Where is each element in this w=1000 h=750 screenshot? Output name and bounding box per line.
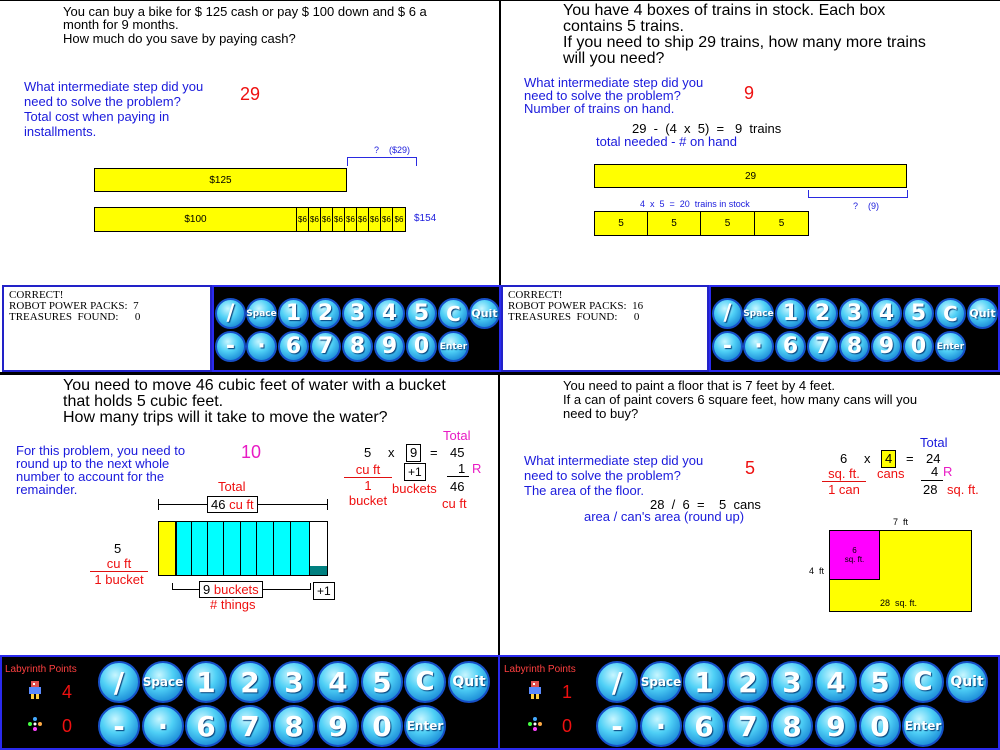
- eq-rate: 5: [364, 445, 372, 460]
- key-4[interactable]: 4: [317, 661, 359, 703]
- labyrinth-keypad-panel: [0, 655, 500, 750]
- question-line: will you need?: [563, 50, 665, 67]
- total-needed-label: 29: [744, 170, 757, 182]
- status-treasures: TREASURES FOUND: 0: [508, 311, 640, 323]
- division-equation: 28 / 6 = 5 cans: [650, 497, 761, 512]
- question-line: need to buy?: [563, 406, 639, 421]
- minus-key[interactable]: -: [98, 705, 140, 747]
- prompt-line: need to solve the problem?: [524, 88, 681, 103]
- installment-cell: $6: [344, 207, 357, 232]
- cuft-label: cu ft: [442, 496, 467, 511]
- enter-key[interactable]: Enter: [902, 705, 944, 747]
- difference-label: ? (9): [853, 201, 880, 211]
- bucket-divider: [240, 521, 241, 576]
- installment-cell: $6: [308, 207, 321, 232]
- robot-icon: [528, 681, 542, 699]
- width-label: 7 ft: [893, 517, 909, 527]
- rate-fraction: cu ft 1 bucket: [344, 462, 392, 508]
- difference-bracket: [808, 190, 908, 198]
- bucket-divider: [273, 521, 274, 576]
- things-label: # things: [210, 597, 256, 612]
- slash-key[interactable]: /: [712, 298, 743, 329]
- key-2[interactable]: 2: [727, 661, 769, 703]
- question-line: You need to paint a floor that is 7 feet by 4 feet.: [563, 378, 835, 393]
- installment-total-label: $154: [414, 213, 437, 224]
- prompt-line: Number of trains on hand.: [524, 101, 675, 116]
- eq-rate: 6: [840, 451, 848, 466]
- top-border: [0, 0, 1000, 1]
- bracket-tick: [310, 583, 311, 590]
- eq-equals: =: [430, 445, 438, 460]
- clear-key[interactable]: C: [902, 661, 944, 703]
- eq-buckets-box: 9: [406, 444, 421, 462]
- bracket-tick: [172, 583, 173, 590]
- space-key[interactable]: Space: [246, 298, 277, 329]
- eq-product: 24: [926, 451, 941, 466]
- eq-product: 45: [450, 445, 465, 460]
- clear-key[interactable]: C: [404, 661, 446, 703]
- decimal-key[interactable]: ·: [142, 705, 184, 747]
- total-label: Total: [443, 428, 471, 443]
- keypad-panel: [212, 285, 501, 372]
- installment-cell: $6: [380, 207, 393, 232]
- equation-label: total needed - # on hand: [596, 134, 737, 149]
- key-3[interactable]: 3: [342, 298, 373, 329]
- height-label: 4 ft: [809, 566, 825, 576]
- box-cell: 5: [754, 211, 809, 236]
- robot-icon: [28, 681, 42, 699]
- remainder-label: R: [472, 461, 482, 476]
- status-power-packs: ROBOT POWER PACKS: 7: [9, 300, 139, 312]
- quit-key[interactable]: Quit: [967, 298, 998, 329]
- question-line: contains 5 trains.: [563, 18, 684, 35]
- question-line: If a can of paint covers 6 square feet, how many cans will you: [563, 392, 918, 407]
- key-6[interactable]: 6: [278, 331, 309, 362]
- enter-key[interactable]: Enter: [935, 331, 966, 362]
- key-7[interactable]: 7: [727, 705, 769, 747]
- space-key[interactable]: Space: [743, 298, 774, 329]
- prompt-line: installments.: [24, 124, 97, 139]
- installment-cell: $6: [356, 207, 369, 232]
- key-1[interactable]: 1: [683, 661, 725, 703]
- key-1[interactable]: 1: [278, 298, 309, 329]
- bucket-divider: [256, 521, 257, 576]
- key-3[interactable]: 3: [273, 661, 315, 703]
- key-2[interactable]: 2: [310, 298, 341, 329]
- quit-key[interactable]: Quit: [946, 661, 988, 703]
- sum-line: [921, 480, 943, 481]
- division-label: area / can's area (round up): [584, 509, 745, 524]
- treasure-count: 0: [562, 716, 573, 736]
- treasure-count: 0: [62, 716, 73, 736]
- key-6[interactable]: 6: [683, 705, 725, 747]
- key-5[interactable]: 5: [903, 298, 934, 329]
- cash-price-label: $125: [209, 174, 232, 186]
- key-3[interactable]: 3: [839, 298, 870, 329]
- diagram-total-box: 46 cu ft: [207, 496, 258, 513]
- down-payment-label: $100: [184, 214, 207, 225]
- key-7[interactable]: 7: [310, 331, 341, 362]
- prompt-line: What intermediate step did you: [24, 79, 204, 94]
- plus-one-box: +1: [404, 463, 426, 481]
- prompt-line: The area of the floor.: [524, 483, 644, 498]
- key-9[interactable]: 9: [317, 705, 359, 747]
- bracket-tick: [158, 499, 159, 510]
- left-rate-value: 5: [114, 541, 122, 556]
- key-5[interactable]: 5: [859, 661, 901, 703]
- prompt-line: need to solve the problem?: [524, 468, 681, 483]
- eq-equals: =: [906, 451, 914, 466]
- cans-label: cans: [877, 466, 905, 481]
- status-panel: [501, 285, 709, 372]
- installment-cell: $6: [320, 207, 333, 232]
- sum-line: [447, 476, 469, 477]
- robot-count: 4: [62, 682, 73, 702]
- answer-value: 5: [745, 458, 756, 478]
- sum-value: 28: [923, 482, 938, 497]
- question-line: How many trips will it take to move the water?: [63, 409, 388, 426]
- labyrinth-title: Labyrinth Points: [5, 664, 77, 675]
- prompt-line: round up to the next whole: [16, 456, 170, 471]
- eq-times: x: [388, 445, 395, 460]
- buckets-label: buckets: [392, 481, 437, 496]
- prompt-line: remainder.: [16, 482, 78, 497]
- minus-key[interactable]: -: [215, 331, 246, 362]
- key-0[interactable]: 0: [361, 705, 403, 747]
- key-3[interactable]: 3: [771, 661, 813, 703]
- eq-times: x: [864, 451, 871, 466]
- status-panel: [2, 285, 212, 372]
- decimal-key[interactable]: ·: [640, 705, 682, 747]
- question-line: You can buy a bike for $ 125 cash or pay $ 100 down and $ 6 a: [63, 4, 427, 19]
- question-line: How much do you save by paying cash?: [63, 31, 296, 46]
- key-4[interactable]: 4: [815, 661, 857, 703]
- space-key[interactable]: Space: [142, 661, 184, 703]
- key-6[interactable]: 6: [185, 705, 227, 747]
- eq-cans-box: 4: [881, 450, 896, 468]
- key-6[interactable]: 6: [775, 331, 806, 362]
- diagram-total-label: Total: [218, 479, 246, 494]
- prompt-line: What intermediate step did you: [524, 453, 704, 468]
- down-payment-bar: [94, 207, 297, 232]
- question-line: You have 4 boxes of trains in stock. Each box: [563, 2, 886, 19]
- enter-key[interactable]: Enter: [404, 705, 446, 747]
- bucket-divider: [191, 521, 192, 576]
- key-1[interactable]: 1: [775, 298, 806, 329]
- horizontal-divider: [0, 372, 1000, 375]
- can-area-value: 6: [852, 546, 857, 555]
- status-result: CORRECT!: [508, 289, 563, 301]
- labyrinth-title: Labyrinth Points: [504, 664, 576, 675]
- prompt-line: need to solve the problem?: [24, 94, 181, 109]
- installment-cell: $6: [296, 207, 309, 232]
- answer-value: 9: [744, 83, 755, 103]
- key-8[interactable]: 8: [273, 705, 315, 747]
- slash-key[interactable]: /: [596, 661, 638, 703]
- minus-key[interactable]: -: [712, 331, 743, 362]
- bracket-tick: [327, 499, 328, 510]
- rate-fraction: sq. ft. 1 can: [822, 466, 866, 497]
- prompt-line: For this problem, you need to: [16, 443, 186, 458]
- bucket-divider: [290, 521, 291, 576]
- quit-key[interactable]: Quit: [469, 298, 500, 329]
- key-0[interactable]: 0: [859, 705, 901, 747]
- equation: 29 - (4 x 5) = 9 trains: [632, 121, 782, 136]
- slash-key[interactable]: /: [215, 298, 246, 329]
- sum-value: 46: [450, 479, 465, 494]
- key-5[interactable]: 5: [406, 298, 437, 329]
- remainder-fill: [310, 566, 327, 575]
- difference-label: ? ($29): [374, 145, 411, 155]
- box-cell: 5: [700, 211, 755, 236]
- question-line: You need to move 46 cubic feet of water with a bucket: [63, 377, 446, 394]
- status-result: CORRECT!: [9, 289, 64, 301]
- cash-price-bar: [94, 168, 347, 192]
- key-7[interactable]: 7: [807, 331, 838, 362]
- minus-key[interactable]: -: [596, 705, 638, 747]
- key-5[interactable]: 5: [361, 661, 403, 703]
- key-8[interactable]: 8: [839, 331, 870, 362]
- treasure-icon: [528, 717, 542, 731]
- installment-cell: $6: [392, 207, 406, 232]
- key-2[interactable]: 2: [807, 298, 838, 329]
- extra-bucket-box: +1: [313, 582, 335, 600]
- key-4[interactable]: 4: [374, 298, 405, 329]
- buckets-count-box: 9 buckets: [199, 581, 263, 598]
- slash-key[interactable]: /: [98, 661, 140, 703]
- key-7[interactable]: 7: [229, 705, 271, 747]
- installment-cell: $6: [332, 207, 345, 232]
- status-treasures: TREASURES FOUND: 0: [9, 311, 141, 323]
- prompt-line: number to account for the: [16, 469, 165, 484]
- keypad-panel: [709, 285, 1000, 372]
- can-coverage-rect: [829, 530, 880, 580]
- question-line: If you need to ship 29 trains, how many more trains: [563, 34, 926, 51]
- decimal-key[interactable]: ·: [743, 331, 774, 362]
- total-label: Total: [920, 435, 948, 450]
- key-8[interactable]: 8: [342, 331, 373, 362]
- prompt-line: What intermediate step did you: [524, 75, 704, 90]
- key-9[interactable]: 9: [374, 331, 405, 362]
- box-cell: 5: [647, 211, 701, 236]
- key-9[interactable]: 9: [871, 331, 902, 362]
- labyrinth-keypad-panel: [498, 655, 1000, 750]
- key-0[interactable]: 0: [903, 331, 934, 362]
- key-1[interactable]: 1: [185, 661, 227, 703]
- floor-area-label: 28 sq. ft.: [880, 598, 918, 608]
- prompt-line: Total cost when paying in: [24, 109, 170, 124]
- remainder-value: 4: [931, 464, 939, 479]
- sqft-label: sq. ft.: [947, 482, 979, 497]
- key-8[interactable]: 8: [771, 705, 813, 747]
- key-0[interactable]: 0: [406, 331, 437, 362]
- first-bucket-cell: [158, 521, 176, 576]
- status-power-packs: ROBOT POWER PACKS: 16: [508, 300, 644, 312]
- remainder-value: 1: [458, 461, 466, 476]
- clear-key[interactable]: C: [438, 298, 469, 329]
- box-cell: 5: [594, 211, 648, 236]
- quit-key[interactable]: Quit: [448, 661, 490, 703]
- enter-key[interactable]: Enter: [438, 331, 469, 362]
- key-2[interactable]: 2: [229, 661, 271, 703]
- robot-count: 1: [562, 682, 573, 702]
- key-4[interactable]: 4: [871, 298, 902, 329]
- question-line: month for 9 months.: [63, 17, 179, 32]
- bucket-divider: [207, 521, 208, 576]
- left-rate-fraction: cu ft 1 bucket: [90, 556, 148, 587]
- answer-value: 29: [240, 84, 261, 104]
- total-needed-bar: [594, 164, 907, 188]
- bucket-divider: [223, 521, 224, 576]
- decimal-key[interactable]: ·: [246, 331, 277, 362]
- installment-cell: $6: [368, 207, 381, 232]
- key-9[interactable]: 9: [815, 705, 857, 747]
- can-area-unit: sq. ft.: [844, 555, 865, 564]
- remainder-label: R: [943, 464, 953, 479]
- answer-value: 10: [241, 442, 262, 462]
- treasure-icon: [28, 717, 42, 731]
- clear-key[interactable]: C: [935, 298, 966, 329]
- vertical-divider-bottom: [498, 375, 500, 655]
- stock-label: 4 x 5 = 20 trains in stock: [640, 199, 750, 209]
- space-key[interactable]: Space: [640, 661, 682, 703]
- difference-bracket: [347, 157, 417, 166]
- question-line: that holds 5 cubic feet.: [63, 393, 224, 410]
